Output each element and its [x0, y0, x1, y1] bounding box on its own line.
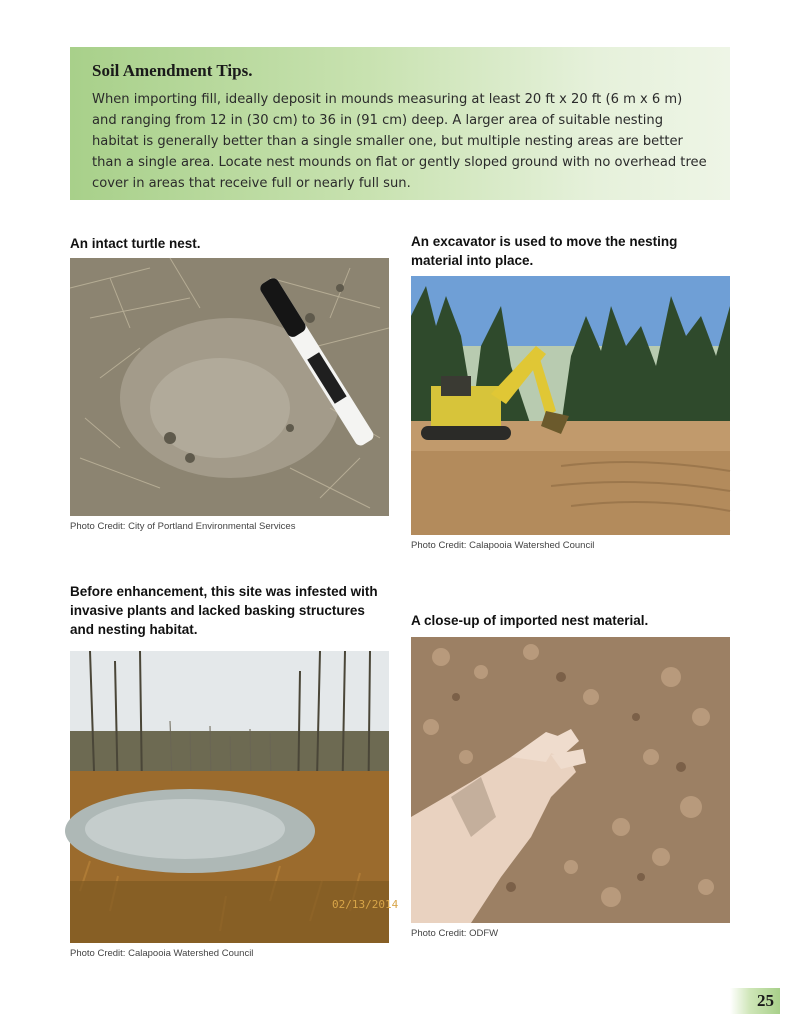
pond-site-photo: [70, 651, 399, 943]
excavator-photo: [411, 276, 730, 535]
tip-box: [70, 47, 730, 200]
photo-date-stamp: 02/13/2014: [332, 898, 399, 911]
tip-body: When importing fill, ideally deposit in mounds measuring at least 20 ft x 20 ft (6 m x 6 m) and ranging from 12 in (30 cm) to 36 in (91 cm) deep. A larger area of suitable nesting habitat is generally better than a single smaller one, but multiple nesting areas are better than a single area. Locate nest mounds on flat or gently sloped ground with no overhead tree cover in areas that receive full or nearly full sun.: [92, 92, 707, 191]
page-number-tab: [730, 988, 780, 1014]
photo-credit: Photo Credit: City of Portland Environmental Services: [70, 521, 296, 532]
figure-caption: An intact turtle nest.: [70, 236, 201, 251]
figure-caption: A close-up of imported nest material.: [411, 613, 649, 628]
figure-caption: Before enhancement, this site was infested with invasive plants and lacked basking structures and nesting habitat.: [70, 584, 378, 637]
tip-title: Soil Amendment Tips.: [92, 61, 253, 80]
page-number: 25: [757, 991, 774, 1010]
photo-credit: Photo Credit: ODFW: [411, 928, 499, 939]
nest-material-photo: [411, 637, 730, 923]
figure-caption: An excavator is used to move the nesting material into place.: [411, 234, 678, 268]
photo-credit: Photo Credit: Calapooia Watershed Council: [70, 948, 254, 959]
photo-credit: Photo Credit: Calapooia Watershed Council: [411, 540, 595, 551]
turtle-nest-photo: [70, 258, 389, 516]
